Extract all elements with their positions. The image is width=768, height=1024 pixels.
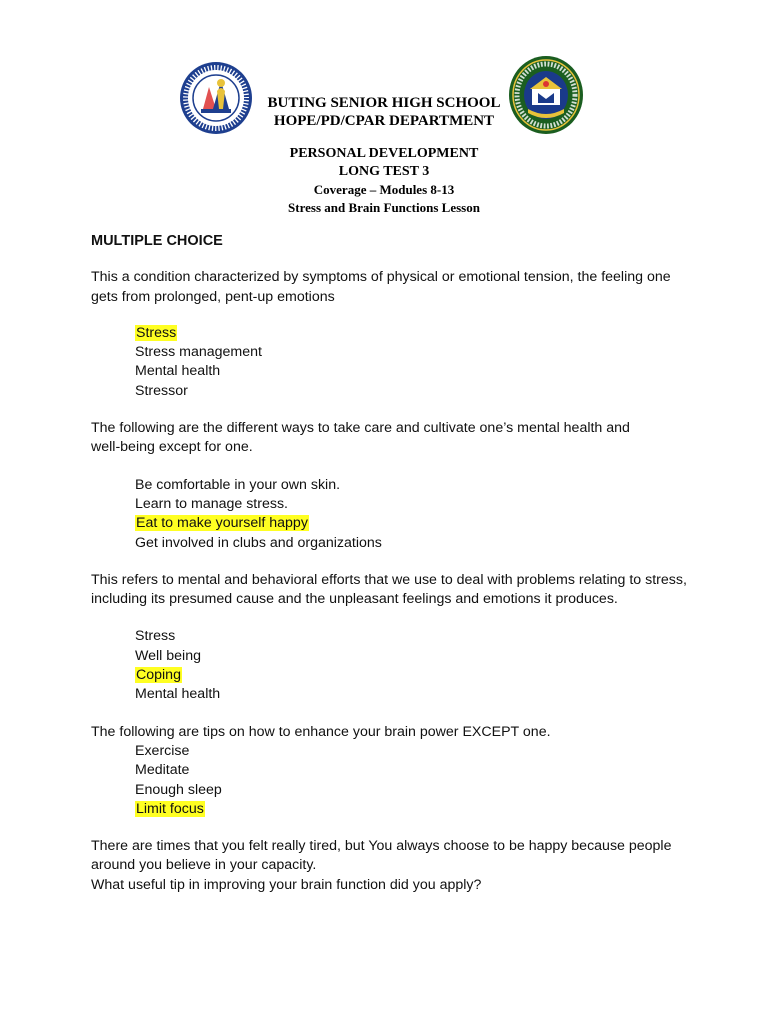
option-highlighted: Stress xyxy=(136,324,177,341)
question-3: This refers to mental and behavioral efforts that we use to deal with problems relating to stress, including its presumed cause and the unpleasant feelings and emotions it produces. xyxy=(91,571,687,608)
option: Mental health xyxy=(135,363,221,380)
question-1: This a condition characterized by symptoms of physical or emotional tension, the feeling one gets from prolonged, pent-up emotions xyxy=(91,269,671,305)
subject-title: PERSONAL DEVELOPMENT xyxy=(289,146,479,161)
option: Exercise xyxy=(135,742,190,759)
option: Meditate xyxy=(135,762,190,779)
option: Learn to manage stress. xyxy=(135,495,288,512)
options-3 xyxy=(135,627,691,704)
lesson-title: Stress and Brain Functions Lesson xyxy=(288,200,480,215)
coverage-text: Coverage – Modules 8-13 xyxy=(313,182,455,197)
options-2 xyxy=(135,476,691,553)
option: Enough sleep xyxy=(135,781,222,798)
test-header xyxy=(0,145,768,217)
option: Stressor xyxy=(135,382,188,399)
question-2: The following are the different ways to take care and cultivate one’s mental health and well-being except for one. xyxy=(91,420,630,456)
question-5: There are times that you felt really tired, but You always choose to be happy because people around you believe in your capacity. xyxy=(91,838,672,874)
test-title: LONG TEST 3 xyxy=(338,164,430,179)
option-highlighted: Coping xyxy=(136,667,181,684)
option: Be comfortable in your own skin. xyxy=(135,476,341,493)
option: Stress xyxy=(135,628,176,645)
school-name: BUTING SENIOR HIGH SCHOOL xyxy=(267,95,501,111)
option-highlighted: Limit focus xyxy=(136,800,204,817)
section-title: MULTIPLE CHOICE xyxy=(91,233,223,249)
options-1 xyxy=(135,324,691,401)
option-highlighted: Eat to make yourself happy xyxy=(136,515,308,532)
option: Stress management xyxy=(135,344,262,361)
option: Get involved in clubs and organizations xyxy=(135,534,382,551)
option: Well being xyxy=(135,647,201,664)
school-header xyxy=(0,94,768,130)
question-5-prompt: What useful tip in improving your brain function did you apply? xyxy=(91,876,482,893)
question-4: The following are tips on how to enhance your brain power EXCEPT one. xyxy=(91,723,551,740)
options-4 xyxy=(135,742,691,819)
option: Mental health xyxy=(135,686,221,703)
test-body xyxy=(91,232,691,895)
department-name: HOPE/PD/CPAR DEPARTMENT xyxy=(273,113,495,129)
